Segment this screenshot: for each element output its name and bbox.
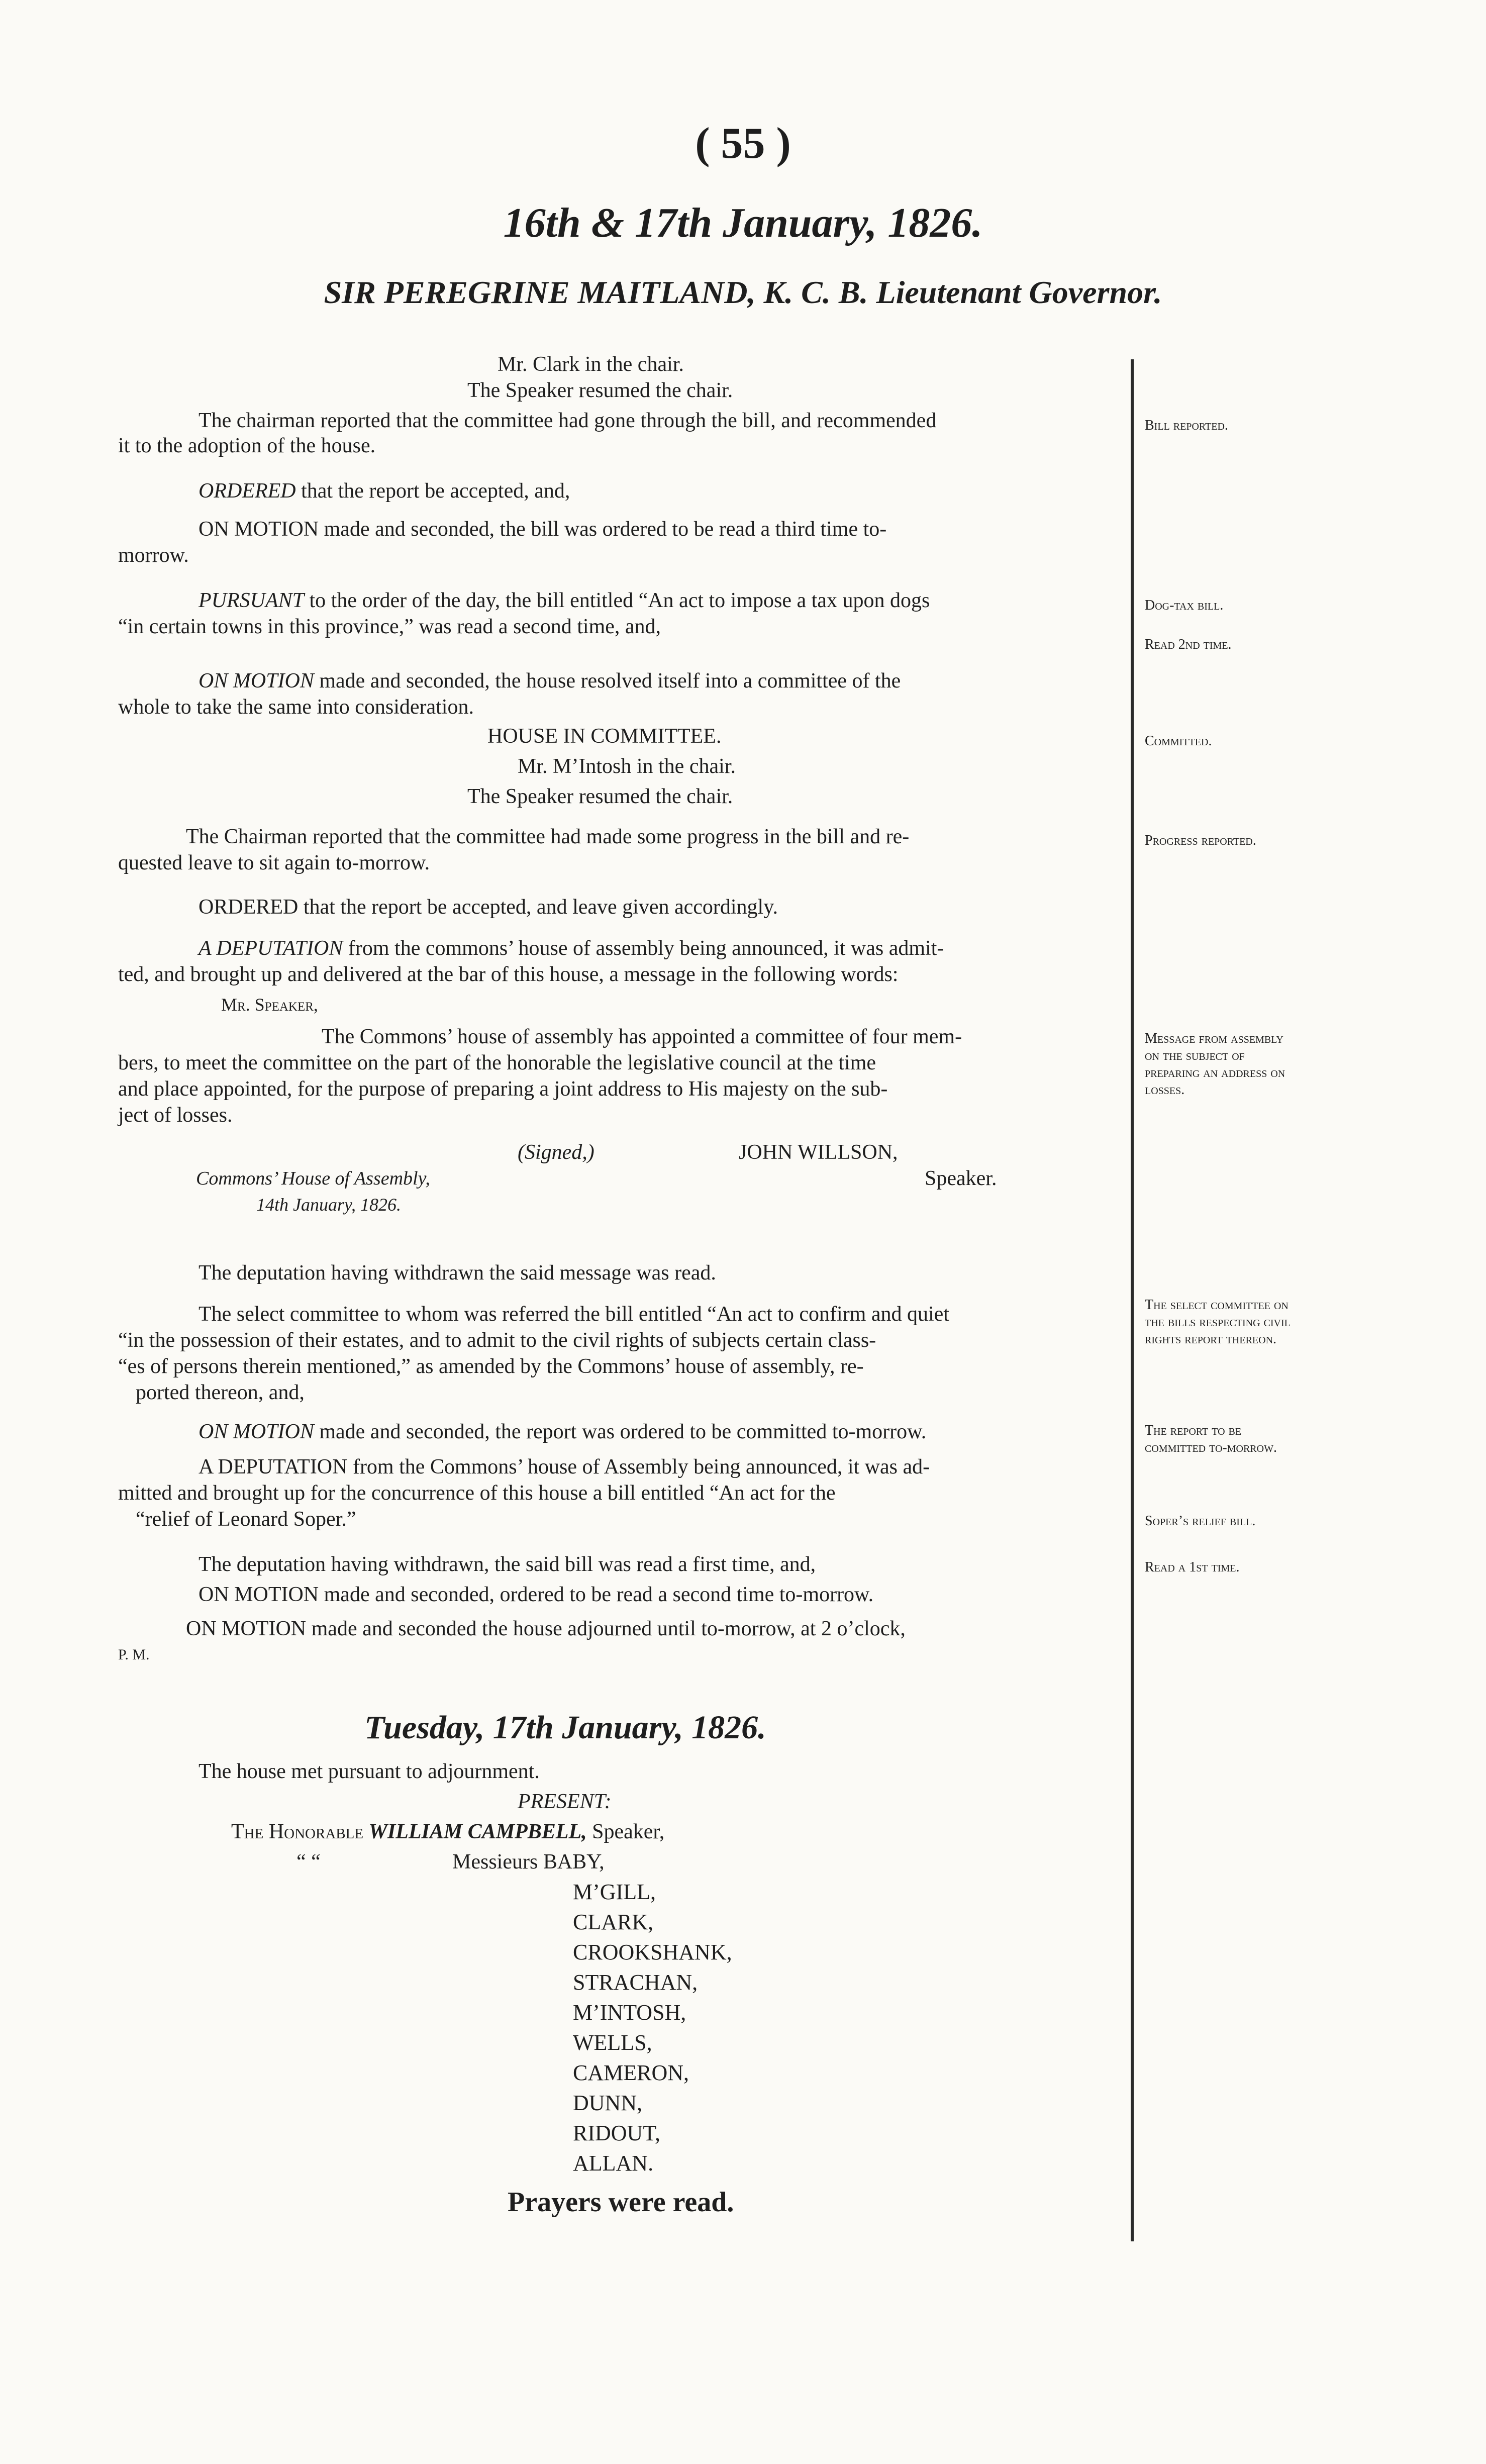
text-line: it to the adoption of the house. xyxy=(118,434,376,457)
member-name: CAMERON, xyxy=(573,2060,689,2085)
text-line: A DEPUTATION from the Commons’ house of Assembly being announced, it was ad- xyxy=(199,1455,930,1479)
text-line: The deputation having withdrawn, the said bill was read a first time, and, xyxy=(199,1553,816,1576)
signatory-name: JOHN WILLSON, xyxy=(739,1141,898,1164)
member-name: WELLS, xyxy=(573,2030,652,2055)
text-line: “es of persons therein mentioned,” as amended by the Commons’ house of assembly, re- xyxy=(118,1355,864,1378)
ordered-text: that the report be accepted, and, xyxy=(301,479,570,503)
on-motion-text: made and seconded, the house resolved itself into a committee of the xyxy=(319,669,901,693)
page-number: ( 55 ) xyxy=(695,119,791,168)
prayers-line: Prayers were read. xyxy=(508,2187,734,2218)
text-line: ORDERED that the report be accepted, and leave given accordingly. xyxy=(199,896,778,919)
text-line: morrow. xyxy=(118,544,189,567)
tuesday-heading: Tuesday, 17th January, 1826. xyxy=(364,1709,766,1746)
margin-note: Bill reported. xyxy=(1145,418,1228,433)
margin-note: Dog-tax bill. xyxy=(1145,598,1224,613)
text-line: P. M. xyxy=(118,1646,150,1663)
speaker-line xyxy=(231,1819,664,1844)
margin-note: The report to be committed to-morrow. xyxy=(1145,1423,1277,1455)
ditto-marks: “ “ xyxy=(296,1850,321,1874)
governor-line: SIR PEREGRINE MAITLAND, K. C. B. Lieutenant Governor. xyxy=(324,274,1162,310)
text-line: The select committee to whom was referred the bill entitled “An act to confirm and quiet xyxy=(199,1303,949,1326)
margin-note: The select committee on the bills respecting civil rights report thereon. xyxy=(1145,1297,1291,1347)
text-line: The Chairman reported that the committee had made some progress in the bill and re- xyxy=(186,825,910,848)
text-line: Mr. Clark in the chair. xyxy=(498,353,684,376)
margin-note: Committed. xyxy=(1145,733,1212,749)
text-line: bers, to meet the committee on the part of the honorable the legislative council at the time xyxy=(118,1051,876,1074)
margin-note: Message from assembly on the subject of preparing an address on losses. xyxy=(1145,1031,1285,1098)
member-name: CROOKSHANK, xyxy=(573,1940,732,1964)
deputation-text: from the commons’ house of assembly being announced, it was admit- xyxy=(348,937,944,960)
text-line: ted, and brought up and delivered at the bar of this house, a message in the following words: xyxy=(118,963,899,986)
member-name: RIDOUT, xyxy=(573,2121,660,2145)
text-line xyxy=(199,1419,926,1444)
member-name: M’INTOSH, xyxy=(573,2000,686,2025)
deputation-label: A DEPUTATION xyxy=(199,937,343,960)
margin-note: Read a 1st time. xyxy=(1145,1559,1240,1575)
text-line: The Speaker resumed the chair. xyxy=(467,785,733,808)
text-line: “in certain towns in this province,” was read a second time, and, xyxy=(118,615,661,638)
text-line xyxy=(199,936,944,961)
section-heading: HOUSE IN COMMITTEE. xyxy=(487,725,722,748)
signature-origin: Commons’ House of Assembly, xyxy=(196,1168,430,1189)
signature-date: 14th January, 1826. xyxy=(256,1195,401,1215)
pursuant-text: to the order of the day, the bill entitled “An act to impose a tax upon dogs xyxy=(309,589,930,612)
signed-label: (Signed,) xyxy=(518,1141,595,1164)
text-line: The house met pursuant to adjournment. xyxy=(199,1760,540,1783)
messieurs-line: Messieurs BABY, xyxy=(452,1850,605,1874)
margin-rule xyxy=(1131,359,1134,2241)
text-line: The deputation having withdrawn the said message was read. xyxy=(199,1261,716,1285)
text-line: The Speaker resumed the chair. xyxy=(467,379,733,402)
text-line: mitted and brought up for the concurrence of this house a bill entitled “An act for the xyxy=(118,1482,836,1505)
pursuant-label: PURSUANT xyxy=(199,589,304,612)
text-line: whole to take the same into consideration. xyxy=(118,696,474,719)
margin-note: Soper’s relief bill. xyxy=(1145,1513,1256,1529)
present-label: PRESENT: xyxy=(518,1790,612,1813)
member-name: DUNN, xyxy=(573,2091,643,2115)
speaker-name: WILLIAM CAMPBELL, xyxy=(368,1820,587,1843)
text-line: ON MOTION made and seconded the house adjourned until to-morrow, at 2 o’clock, xyxy=(186,1617,906,1640)
text-line: The Commons’ house of assembly has appointed a committee of four mem- xyxy=(322,1025,962,1048)
margin-note: Read 2nd time. xyxy=(1145,637,1232,652)
text-line: Mr. M’Intosh in the chair. xyxy=(518,755,736,778)
member-name: CLARK, xyxy=(573,1910,654,1934)
margin-note: Progress reported. xyxy=(1145,833,1256,848)
member-name: ALLAN. xyxy=(573,2151,654,2176)
text-line xyxy=(199,478,570,504)
text-line: ON MOTION made and seconded, ordered to be read a second time to-morrow. xyxy=(199,1583,874,1606)
text-line: ON MOTION made and seconded, the bill was ordered to be read a third time to- xyxy=(199,518,887,541)
text-line: “relief of Leonard Soper.” xyxy=(136,1508,356,1531)
member-name: M’GILL, xyxy=(573,1880,656,1904)
on-motion-label: ON MOTION xyxy=(199,1420,314,1443)
salutation: Mr. Speaker, xyxy=(221,995,318,1015)
honorable-label: The Honorable xyxy=(231,1820,364,1843)
on-motion-text: made and seconded, the report was ordered to be committed to-morrow. xyxy=(319,1420,927,1443)
ordered-label: ORDERED xyxy=(199,479,296,503)
text-line xyxy=(199,588,930,613)
text-line: and place appointed, for the purpose of preparing a joint address to His majesty on the sub- xyxy=(118,1077,888,1101)
text-line: “in the possession of their estates, and to admit to the civil rights of subjects certain class- xyxy=(118,1329,876,1352)
speaker-title: Speaker, xyxy=(592,1820,665,1843)
signatory-title: Speaker. xyxy=(925,1167,997,1190)
text-line: The chairman reported that the committee had gone through the bill, and recommended xyxy=(199,409,937,432)
text-line: quested leave to sit again to-morrow. xyxy=(118,851,430,874)
on-motion-label: ON MOTION xyxy=(199,669,314,693)
text-line xyxy=(199,668,901,694)
text-line: ject of losses. xyxy=(118,1104,233,1127)
member-name: STRACHAN, xyxy=(573,1970,698,1995)
text-line: ported thereon, and, xyxy=(136,1381,305,1404)
date-heading: 16th & 17th January, 1826. xyxy=(503,200,983,246)
